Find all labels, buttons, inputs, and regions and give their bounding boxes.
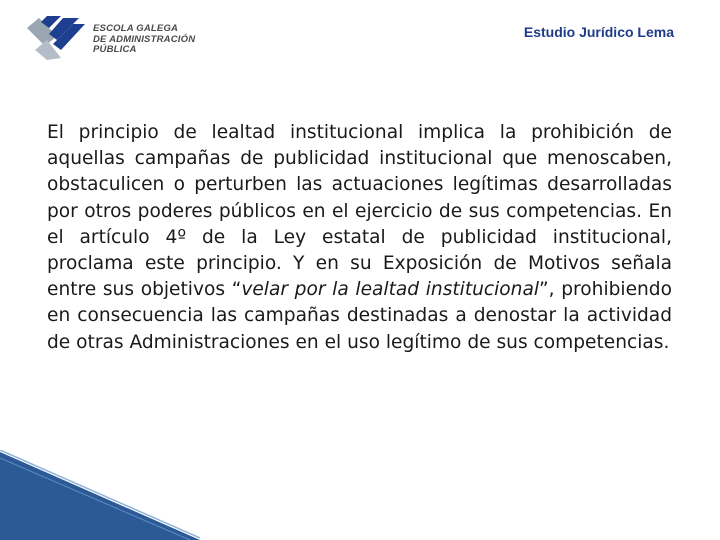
paragraph-outro: ”, prohibiendo en consecuencia las campañas destinadas a denostar la actividad de otras Administraciones en el uso legítimo de sus competencias. — [47, 279, 672, 353]
corner-decoration — [0, 450, 200, 540]
paragraph-quote: velar por la lealtad institucional — [241, 279, 540, 301]
paragraph-intro: El principio de lealtad institucional implica la prohibición de aquellas campañas de publicidad institucional que menoscaben, obstaculicen o perturben las actuaciones legítimas desarrolladas por otros poderes públicos en el ejercicio de sus competencias. En el artículo 4º de la Ley estatal de publicidad institucional, proclama este principio. Y en su Exposición de Motivos señala entre sus objetivos “ — [47, 122, 672, 301]
header-logo — [27, 14, 202, 62]
egap-emblem-icon — [27, 14, 89, 62]
logo-line: PÚBLICA — [93, 44, 137, 55]
logo-text — [93, 24, 195, 56]
body-paragraph — [47, 120, 672, 356]
logo-line: DE ADMINISTRACIÓN — [93, 33, 196, 45]
logo-line: ESCOLA GALEGA — [93, 23, 179, 34]
page-title: Estudio Jurídico Lema — [523, 24, 674, 40]
